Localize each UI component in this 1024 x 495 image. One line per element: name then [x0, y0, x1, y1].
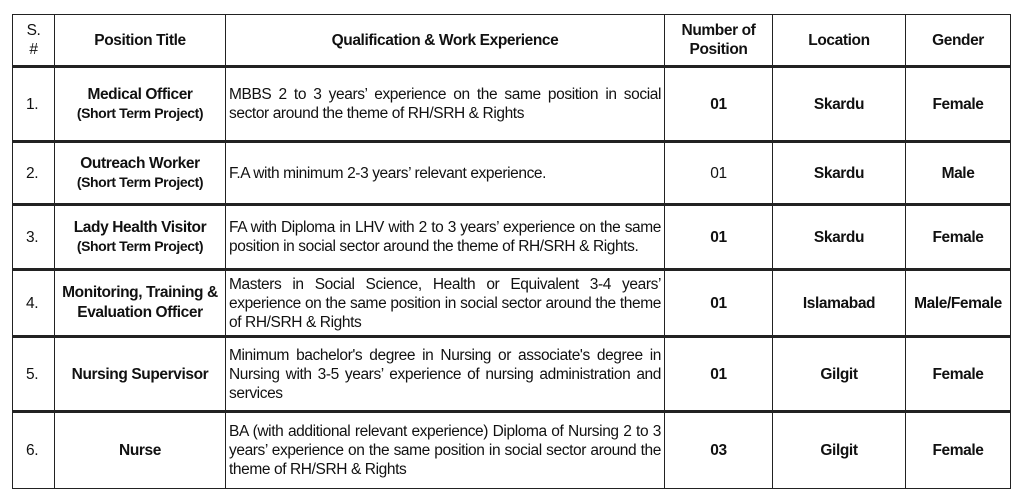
header-position-title: Position Title: [55, 15, 226, 67]
number-of-positions: 01: [665, 142, 773, 205]
position-title-cell: [55, 337, 226, 412]
position-title: Nursing Supervisor: [71, 365, 209, 383]
gender: Female: [906, 412, 1011, 489]
header-gender: Gender: [906, 15, 1011, 67]
qualification: Minimum bachelor's degree in Nursing or associate's degree in Nursing with 3-5 years’ experience of nursing administration and services: [226, 337, 665, 412]
table-row: [13, 412, 1011, 489]
location: Islamabad: [773, 270, 906, 337]
header-sn-line2: #: [29, 41, 38, 58]
gender: Female: [906, 205, 1011, 270]
number-of-positions: 03: [665, 412, 773, 489]
number-of-positions: 01: [665, 205, 773, 270]
serial-number: 6.: [13, 412, 55, 489]
position-title-cell: [55, 205, 226, 270]
gender: Female: [906, 337, 1011, 412]
table-row: [13, 337, 1011, 412]
position-title-cell: [55, 142, 226, 205]
header-number-of-position: [665, 15, 773, 67]
location: Gilgit: [773, 412, 906, 489]
table-row: [13, 205, 1011, 270]
qualification: FA with Diploma in LHV with 2 to 3 years’ experience on the same position in social sector around the theme of RH/SRH & Rights.: [226, 205, 665, 270]
position-title: Nurse: [119, 442, 161, 459]
qualification: BA (with additional relevant experience) Diploma of Nursing 2 to 3 years’ experience on the same position in social sector around the theme of RH/SRH & Rights: [226, 412, 665, 489]
position-title-cell: [55, 270, 226, 337]
table-row: [13, 67, 1011, 142]
position-title: Monitoring, Training & Evaluation Officer: [62, 284, 218, 321]
position-title-cell: [55, 412, 226, 489]
qualification: Masters in Social Science, Health or Equivalent 3-4 years’ experience on the same position in social sector around the theme of RH/SRH & Rights: [226, 270, 665, 337]
header-sn-line1: S.: [26, 22, 41, 39]
position-title: Medical Officer: [87, 86, 193, 103]
gender: Female: [906, 67, 1011, 142]
header-sn: [13, 15, 55, 67]
serial-number: 2.: [13, 142, 55, 205]
position-title: Outreach Worker: [80, 155, 200, 172]
qualification: F.A with minimum 2-3 years’ relevant experience.: [226, 142, 665, 205]
position-title-cell: [55, 67, 226, 142]
gender: Male/Female: [906, 270, 1011, 337]
location: Gilgit: [773, 337, 906, 412]
position-title: Lady Health Visitor: [73, 219, 207, 236]
header-location: Location: [773, 15, 906, 67]
location: Skardu: [773, 142, 906, 205]
qualification: MBBS 2 to 3 years’ experience on the same position in social sector around the theme of RH/SRH & Rights: [226, 67, 665, 142]
serial-number: 5.: [13, 337, 55, 412]
position-subtitle: (Short Term Project): [76, 105, 204, 121]
job-positions-table: [12, 14, 1011, 489]
serial-number: 4.: [13, 270, 55, 337]
number-of-positions: 01: [665, 337, 773, 412]
number-of-positions: 01: [665, 67, 773, 142]
number-of-positions: 01: [665, 270, 773, 337]
header-number-line1: Number of: [681, 22, 756, 39]
header-qualification: Qualification & Work Experience: [226, 15, 665, 67]
location: Skardu: [773, 205, 906, 270]
serial-number: 3.: [13, 205, 55, 270]
location: Skardu: [773, 67, 906, 142]
position-subtitle: (Short Term Project): [76, 238, 204, 254]
header-number-line2: Position: [689, 41, 748, 58]
serial-number: 1.: [13, 67, 55, 142]
table-row: [13, 142, 1011, 205]
table-header-row: [13, 15, 1011, 67]
position-subtitle: (Short Term Project): [76, 174, 204, 190]
table-row: [13, 270, 1011, 337]
gender: Male: [906, 142, 1011, 205]
